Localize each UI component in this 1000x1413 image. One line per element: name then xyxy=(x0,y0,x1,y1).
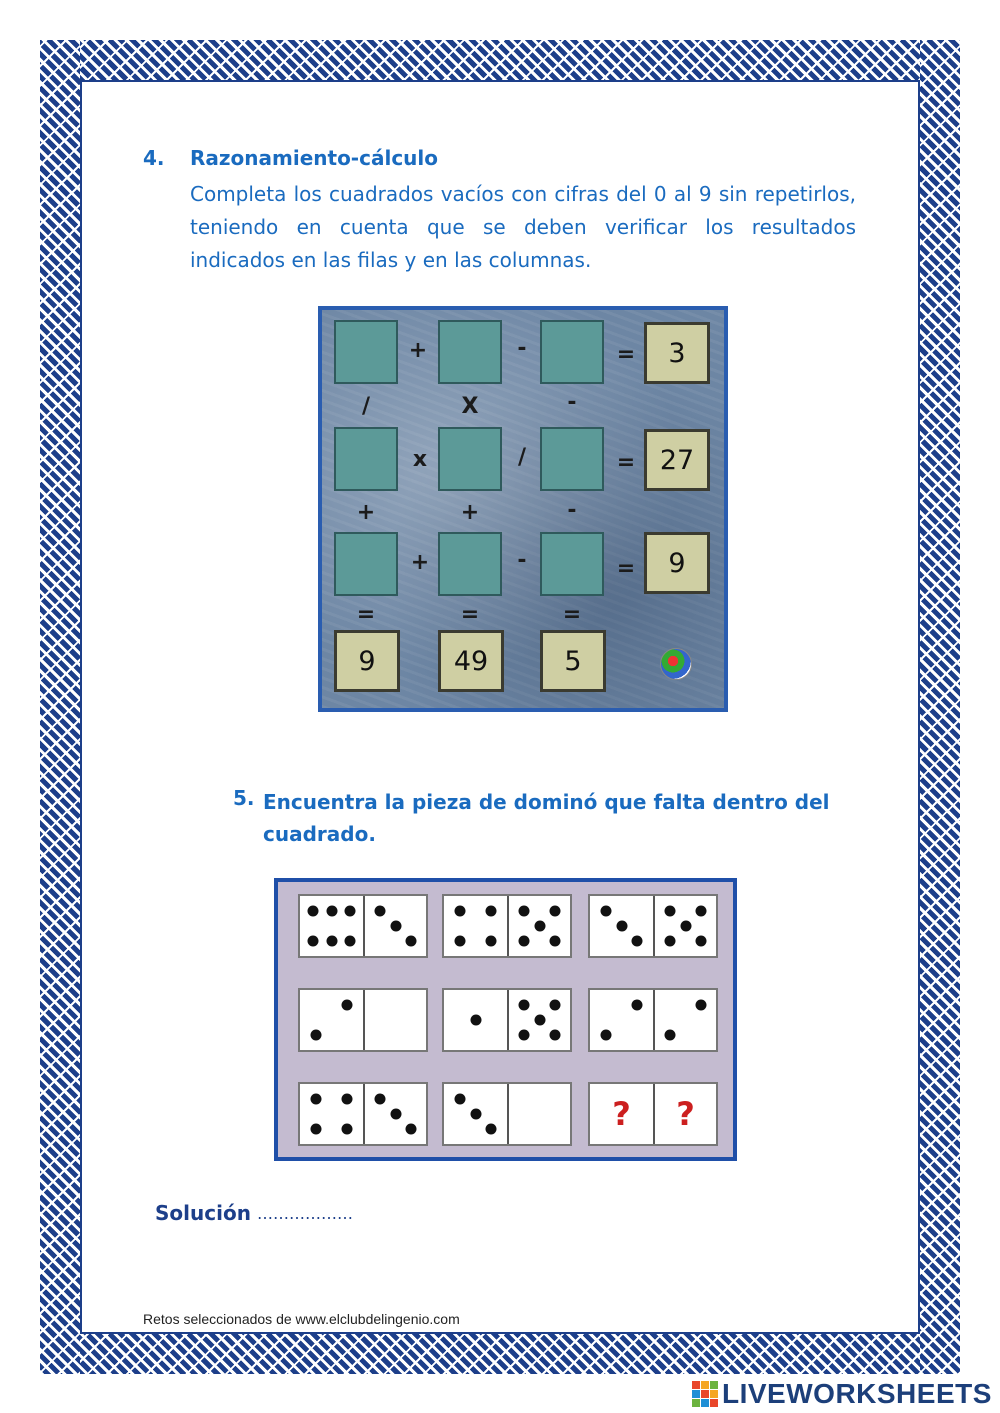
domino-pip xyxy=(454,1094,465,1105)
puzzle-op: + xyxy=(460,500,480,525)
puzzle-col-result: 9 xyxy=(334,630,400,692)
domino-pip xyxy=(486,936,497,947)
domino-pip xyxy=(519,1000,530,1011)
domino-pip xyxy=(695,936,706,947)
domino-pip xyxy=(534,921,545,932)
puzzle-row-result: 9 xyxy=(644,532,710,594)
page-border-top xyxy=(40,40,960,80)
question-5-text: Encuentra la pieza de dominó que falta dentro del cuadrado. xyxy=(263,790,830,846)
domino-pip xyxy=(454,936,465,947)
domino-tile xyxy=(588,988,718,1052)
puzzle-op-equals: = xyxy=(616,556,636,581)
domino-pip xyxy=(665,1030,676,1041)
puzzle-input-r1c2[interactable] xyxy=(438,320,502,384)
domino-tile xyxy=(442,988,572,1052)
domino-pip xyxy=(470,1015,481,1026)
domino-pip xyxy=(680,921,691,932)
domino-tile xyxy=(298,1082,428,1146)
club-logo-icon xyxy=(660,648,692,680)
domino-half-right xyxy=(507,1084,570,1144)
puzzle-op: - xyxy=(517,548,527,573)
domino-half-left xyxy=(590,990,653,1050)
domino-pip xyxy=(342,1094,353,1105)
domino-tile[interactable] xyxy=(588,1082,718,1146)
domino-pip xyxy=(486,1124,497,1135)
missing-value-mark: ? xyxy=(612,1095,631,1133)
domino-half-left xyxy=(300,990,363,1050)
domino-pip xyxy=(307,936,318,947)
puzzle-op: / xyxy=(517,445,527,470)
puzzle-op-equals: = xyxy=(616,342,636,367)
liveworksheets-logo xyxy=(692,1378,992,1410)
source-credit: Retos seleccionados de www.elclubdelingenio.com xyxy=(143,1311,460,1327)
number-puzzle xyxy=(318,306,728,712)
domino-pip xyxy=(534,1015,545,1026)
puzzle-input-r3c1[interactable] xyxy=(334,532,398,596)
domino-pip xyxy=(342,1000,353,1011)
domino-pip xyxy=(695,1000,706,1011)
domino-half-left xyxy=(444,896,507,956)
puzzle-op: / xyxy=(361,394,371,419)
domino-tile xyxy=(442,894,572,958)
domino-pip xyxy=(600,906,611,917)
domino-pip xyxy=(405,936,416,947)
domino-pip xyxy=(519,1030,530,1041)
puzzle-op-equals: = xyxy=(356,602,376,627)
domino-half-right xyxy=(653,896,716,956)
puzzle-input-r3c2[interactable] xyxy=(438,532,502,596)
domino-pip xyxy=(326,936,337,947)
domino-board xyxy=(274,878,737,1161)
domino-pip xyxy=(600,1030,611,1041)
missing-value-mark: ? xyxy=(676,1095,695,1133)
domino-pip xyxy=(665,936,676,947)
liveworksheets-grid-icon xyxy=(692,1381,718,1407)
domino-pip xyxy=(695,906,706,917)
puzzle-input-r2c3[interactable] xyxy=(540,427,604,491)
puzzle-op: + xyxy=(408,338,428,363)
solution-blank[interactable]: ……………… xyxy=(257,1204,353,1223)
domino-pip xyxy=(326,906,337,917)
domino-pip xyxy=(345,906,356,917)
puzzle-op: - xyxy=(567,390,577,415)
page-border-right xyxy=(920,40,960,1374)
puzzle-input-r2c2[interactable] xyxy=(438,427,502,491)
domino-pip xyxy=(345,936,356,947)
puzzle-op: - xyxy=(567,498,577,523)
puzzle-op: + xyxy=(410,550,430,575)
domino-pip xyxy=(549,906,560,917)
puzzle-op-equals: = xyxy=(460,602,480,627)
question-4-number: 4. xyxy=(143,146,165,170)
puzzle-row-result: 3 xyxy=(644,322,710,384)
domino-half-left xyxy=(444,1084,507,1144)
domino-pip xyxy=(454,906,465,917)
domino-tile xyxy=(298,894,428,958)
puzzle-col-result: 5 xyxy=(540,630,606,692)
question-4-instructions: Completa los cuadrados vacíos con cifras del 0 al 9 sin repetirlos, teniendo en cuenta que se deben verificar los resultados indicados en las filas y en las columnas. xyxy=(190,182,856,272)
domino-pip xyxy=(310,1124,321,1135)
domino-pip xyxy=(549,1000,560,1011)
solution-label: Solución xyxy=(155,1201,251,1225)
puzzle-op-equals: = xyxy=(562,602,582,627)
domino-pip xyxy=(632,1000,643,1011)
liveworksheets-brand: LIVEWORKSHEETS xyxy=(722,1378,992,1409)
puzzle-op: x xyxy=(412,447,428,472)
puzzle-op: - xyxy=(517,336,527,361)
domino-half-right xyxy=(507,990,570,1050)
domino-half-right xyxy=(507,896,570,956)
domino-half-right xyxy=(653,990,716,1050)
domino-half-right xyxy=(363,990,426,1050)
page-border-left xyxy=(40,40,80,1374)
domino-pip xyxy=(342,1124,353,1135)
domino-pip xyxy=(665,906,676,917)
puzzle-input-r2c1[interactable] xyxy=(334,427,398,491)
puzzle-op-equals: = xyxy=(616,450,636,475)
domino-pip xyxy=(307,906,318,917)
domino-pip xyxy=(470,1109,481,1120)
domino-half-left xyxy=(300,1084,363,1144)
puzzle-col-result: 49 xyxy=(438,630,504,692)
domino-pip xyxy=(390,1109,401,1120)
domino-tile xyxy=(298,988,428,1052)
domino-pip xyxy=(632,936,643,947)
puzzle-input-r1c1[interactable] xyxy=(334,320,398,384)
domino-tile xyxy=(442,1082,572,1146)
puzzle-input-r1c3[interactable] xyxy=(540,320,604,384)
question-4-title: Razonamiento-cálculo xyxy=(190,146,439,170)
domino-half-right xyxy=(363,896,426,956)
domino-pip xyxy=(310,1030,321,1041)
domino-pip xyxy=(519,936,530,947)
puzzle-row-result: 27 xyxy=(644,429,710,491)
domino-half-left xyxy=(590,896,653,956)
domino-half-left xyxy=(300,896,363,956)
domino-pip xyxy=(486,906,497,917)
domino-pip xyxy=(519,906,530,917)
domino-pip xyxy=(405,1124,416,1135)
domino-pip xyxy=(549,1030,560,1041)
puzzle-op: X xyxy=(461,394,479,419)
domino-tile xyxy=(588,894,718,958)
domino-half-left xyxy=(590,1084,653,1144)
question-5-number: 5. xyxy=(233,786,255,810)
domino-half-left xyxy=(444,990,507,1050)
puzzle-op: + xyxy=(356,500,376,525)
domino-pip xyxy=(375,1094,386,1105)
puzzle-input-r3c3[interactable] xyxy=(540,532,604,596)
page-border-bottom xyxy=(40,1334,960,1374)
domino-pip xyxy=(390,921,401,932)
domino-half-right xyxy=(363,1084,426,1144)
domino-half-right xyxy=(653,1084,716,1144)
domino-pip xyxy=(375,906,386,917)
domino-pip xyxy=(549,936,560,947)
domino-pip xyxy=(616,921,627,932)
domino-pip xyxy=(310,1094,321,1105)
